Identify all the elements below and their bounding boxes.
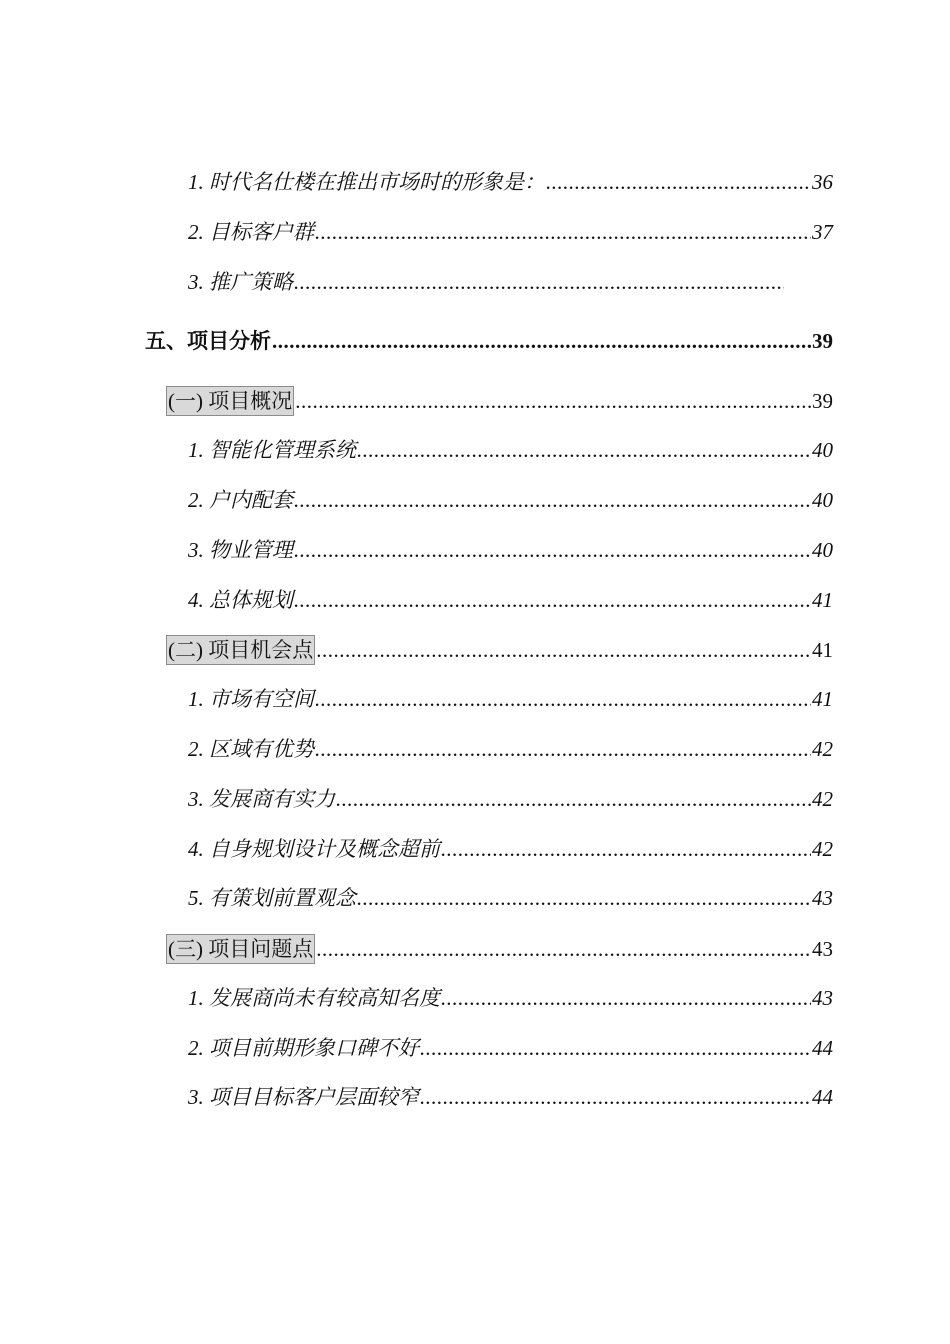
toc-entry[interactable] bbox=[188, 884, 833, 912]
toc-entry-page: 43 bbox=[812, 886, 833, 910]
toc-entry-page: 37 bbox=[812, 220, 833, 244]
toc-chapter-entry[interactable] bbox=[145, 327, 833, 355]
toc-section-title: (二) 项目机会点 bbox=[166, 635, 315, 665]
dot-leader bbox=[316, 636, 811, 664]
toc-entry-title: 3. 发展商有实力 bbox=[188, 787, 335, 811]
dot-leader bbox=[315, 685, 811, 713]
toc-entry-title: 2. 项目前期形象口碑不好 bbox=[188, 1036, 419, 1060]
toc-entry-page: 36 bbox=[812, 170, 833, 194]
dot-leader bbox=[441, 984, 811, 1012]
dot-leader bbox=[420, 1083, 811, 1111]
dot-leader bbox=[315, 735, 811, 763]
toc-entry-title: 5. 有策划前置观念 bbox=[188, 886, 356, 910]
toc-entry[interactable] bbox=[188, 218, 833, 246]
toc-entry[interactable] bbox=[188, 785, 833, 813]
toc-entry[interactable] bbox=[188, 536, 833, 564]
toc-entry-title: 2. 区域有优势 bbox=[188, 737, 314, 761]
toc-entry[interactable] bbox=[188, 268, 833, 296]
dot-leader bbox=[294, 268, 784, 296]
toc-entry-page: 42 bbox=[812, 837, 833, 861]
toc-entry-page: 41 bbox=[812, 687, 833, 711]
toc-entry-title: 3. 推广策略 bbox=[188, 270, 293, 294]
dot-leader bbox=[336, 785, 811, 813]
toc-entry-title: 3. 项目目标客户层面较窄 bbox=[188, 1085, 419, 1109]
dot-leader bbox=[357, 436, 811, 464]
toc-entry-page: 41 bbox=[812, 588, 833, 612]
toc-entry-page: 39 bbox=[812, 329, 833, 353]
toc-section-entry[interactable] bbox=[166, 635, 833, 665]
dot-leader bbox=[294, 536, 811, 564]
toc-entry-title: 2. 户内配套 bbox=[188, 488, 293, 512]
toc-entry-title: 4. 总体规划 bbox=[188, 588, 293, 612]
dot-leader bbox=[420, 1034, 811, 1062]
toc-entry[interactable] bbox=[188, 1083, 833, 1111]
toc-entry-title: 1. 时代名仕楼在推出市场时的形象是： bbox=[188, 170, 545, 194]
toc-entry[interactable] bbox=[188, 685, 833, 713]
toc-section-entry[interactable] bbox=[166, 386, 833, 416]
toc-entry-page: 44 bbox=[812, 1085, 833, 1109]
toc-entry[interactable] bbox=[188, 984, 833, 1012]
dot-leader bbox=[546, 168, 811, 196]
toc-entry-title: 4. 自身规划设计及概念超前 bbox=[188, 837, 440, 861]
toc-entry-page: 40 bbox=[812, 438, 833, 462]
toc-entry[interactable] bbox=[188, 436, 833, 464]
toc-entry-page: 42 bbox=[812, 787, 833, 811]
dot-leader bbox=[294, 586, 811, 614]
dot-leader bbox=[295, 387, 811, 415]
toc-entry-page: 42 bbox=[812, 737, 833, 761]
dot-leader bbox=[315, 218, 811, 246]
toc-entry-page: 39 bbox=[812, 389, 833, 413]
toc-entry-title: 1. 发展商尚未有较高知名度 bbox=[188, 986, 440, 1010]
toc-entry[interactable] bbox=[188, 168, 833, 196]
toc-entry[interactable] bbox=[188, 586, 833, 614]
toc-entry[interactable] bbox=[188, 835, 833, 863]
toc-entry-title: 3. 物业管理 bbox=[188, 538, 293, 562]
toc-entry-title: 1. 智能化管理系统 bbox=[188, 438, 356, 462]
dot-leader bbox=[357, 884, 811, 912]
toc-entry-page: 43 bbox=[812, 986, 833, 1010]
dot-leader bbox=[294, 486, 811, 514]
toc-entry[interactable] bbox=[188, 1034, 833, 1062]
toc-chapter-title: 五、项目分析 bbox=[145, 329, 271, 353]
toc-entry-page: 43 bbox=[812, 937, 833, 961]
toc-entry-page: 40 bbox=[812, 538, 833, 562]
toc-entry-page: 44 bbox=[812, 1036, 833, 1060]
toc-entry-title: 2. 目标客户群 bbox=[188, 220, 314, 244]
toc-section-entry[interactable] bbox=[166, 934, 833, 964]
toc-section-title: (三) 项目问题点 bbox=[166, 934, 315, 964]
dot-leader bbox=[441, 835, 811, 863]
dot-leader bbox=[316, 935, 811, 963]
dot-leader bbox=[272, 327, 811, 355]
toc-entry-page: 41 bbox=[812, 638, 833, 662]
toc-entry[interactable] bbox=[188, 735, 833, 763]
toc-entry[interactable] bbox=[188, 486, 833, 514]
toc-entry-title: 1. 市场有空间 bbox=[188, 687, 314, 711]
toc-entry-page: 40 bbox=[812, 488, 833, 512]
toc-section-title: (一) 项目概况 bbox=[166, 386, 294, 416]
